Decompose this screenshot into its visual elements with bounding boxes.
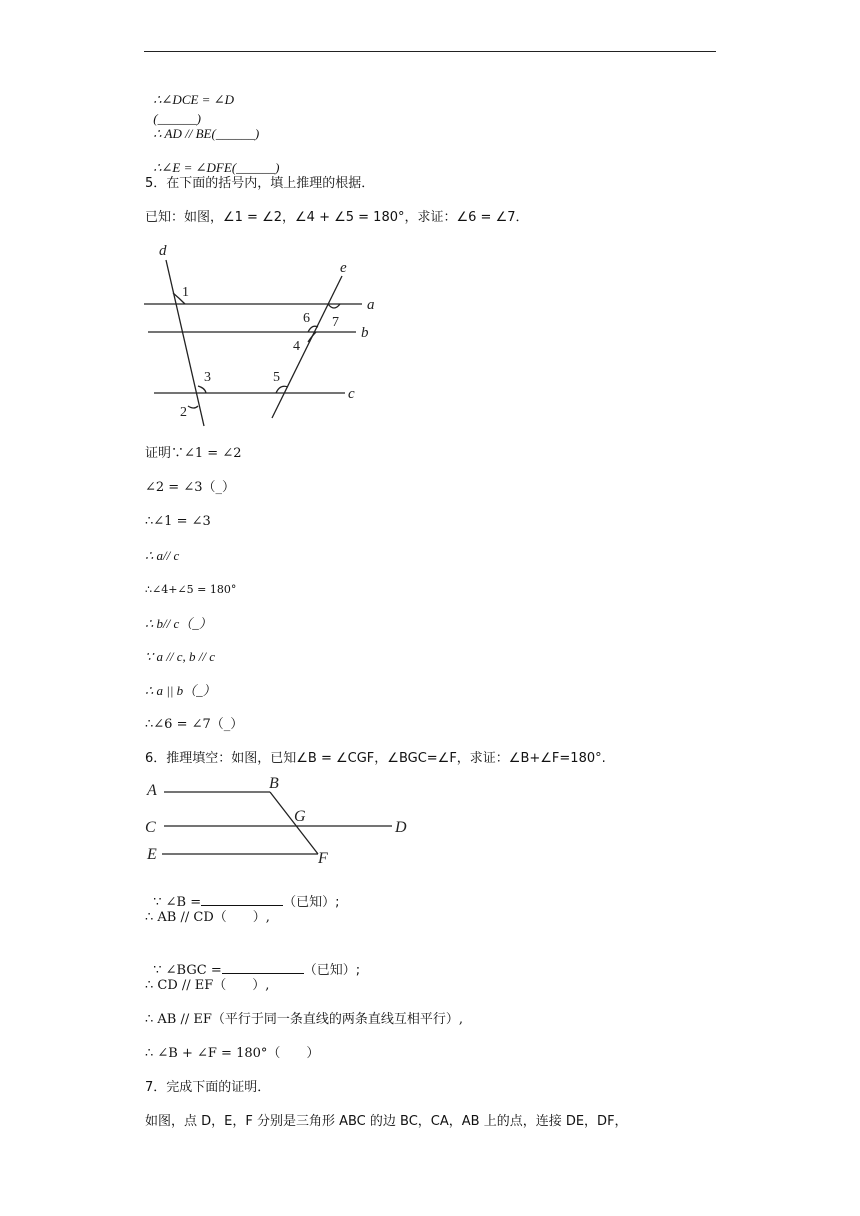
q6-figure [140, 774, 420, 870]
label-e: e [340, 260, 347, 276]
q6-blank-1[interactable] [201, 893, 283, 906]
label-G: G [294, 808, 306, 825]
q6-step-6: ∴ ∠B + ∠F = 180°（ ） [145, 1046, 320, 1061]
label-1: 1 [182, 285, 189, 300]
label-2: 2 [180, 405, 187, 420]
q6-step-3-pre: ∵ ∠BGC = [153, 963, 222, 978]
label-5: 5 [273, 370, 280, 385]
q5-step-9: ∴∠6 = ∠7（_） [145, 717, 244, 732]
q5-step-6: ∴ b// c（_） [145, 616, 212, 631]
proof-line-e-dfe [145, 141, 279, 178]
proof-line-ad-be-paren: (______) [211, 126, 260, 141]
q6-step-3 [145, 943, 360, 980]
line-e [272, 276, 342, 418]
q5-step-5: ∴∠4+∠5 = 180° [145, 583, 237, 596]
q5-title: 5．在下面的括号内，填上推理的根据． [145, 176, 375, 191]
q6-blank-2[interactable] [222, 961, 304, 974]
q5-step-2: ∠2 = ∠3（_） [145, 480, 235, 495]
proof-line-e-dfe-paren: (______) [231, 160, 280, 175]
q6-step-1-pre: ∵ ∠B = [153, 895, 202, 910]
label-A: A [147, 782, 157, 799]
label-E: E [147, 846, 157, 863]
label-C: C [145, 819, 156, 836]
q5-figure [140, 238, 390, 428]
q5-step-4: ∴ a// c [145, 548, 180, 563]
header-rule [144, 51, 716, 52]
q6-step-4: ∴ CD // EF（ ）, [145, 978, 270, 993]
label-D: D [395, 819, 407, 836]
label-d: d [159, 243, 167, 259]
q5-step-8: ∴ a || b（_） [145, 683, 216, 698]
q6-step-1 [145, 875, 340, 912]
angle-arc-4 [308, 332, 316, 342]
q6-step-3-post: （已知）; [303, 963, 361, 978]
proof-line-ad-be-math: ∴ AD // BE [153, 126, 212, 141]
q6-title: 6．推理填空：如图，已知∠B = ∠CGF，∠BGC=∠F，求证：∠B+∠F=180°. [145, 751, 606, 766]
q5-step-1: 证明∵∠1 = ∠2 [145, 446, 242, 461]
q5-given: 已知：如图，∠1 = ∠2，∠4 + ∠5 = 180°，求证：∠6 = ∠7． [145, 210, 529, 225]
proof-line-ad-be [145, 107, 259, 144]
label-7: 7 [332, 315, 339, 330]
label-B: B [269, 775, 279, 792]
q7-text: 如图，点 D，E，F 分别是三角形 ABC 的边 BC，CA，AB 上的点，连接 DE，DF， [145, 1114, 628, 1129]
proof-line-dce-math: ∴∠DCE = ∠D [153, 92, 234, 107]
label-4: 4 [293, 339, 300, 354]
label-c: c [348, 386, 355, 402]
q6-step-2: ∴ AB // CD（ ）, [145, 910, 270, 925]
label-a: a [367, 297, 375, 313]
label-3: 3 [204, 370, 211, 385]
label-b: b [361, 325, 369, 341]
angle-arc-2 [188, 406, 198, 408]
q6-step-1-post: （已知）; [283, 895, 340, 910]
label-F: F [318, 850, 328, 867]
angle-arc-3 [198, 386, 206, 393]
q7-title: 7．完成下面的证明． [145, 1080, 271, 1095]
label-6: 6 [303, 311, 310, 326]
q5-step-3: ∴∠1 = ∠3 [145, 514, 211, 529]
q5-step-7: ∵ a // c, b // c [145, 649, 216, 664]
proof-line-e-dfe-math: ∴∠E = ∠DFE [153, 160, 232, 175]
proof-line-dce-paren: (______) [153, 111, 201, 126]
q6-step-5: ∴ AB // EF（平行于同一条直线的两条直线互相平行）, [145, 1012, 464, 1027]
